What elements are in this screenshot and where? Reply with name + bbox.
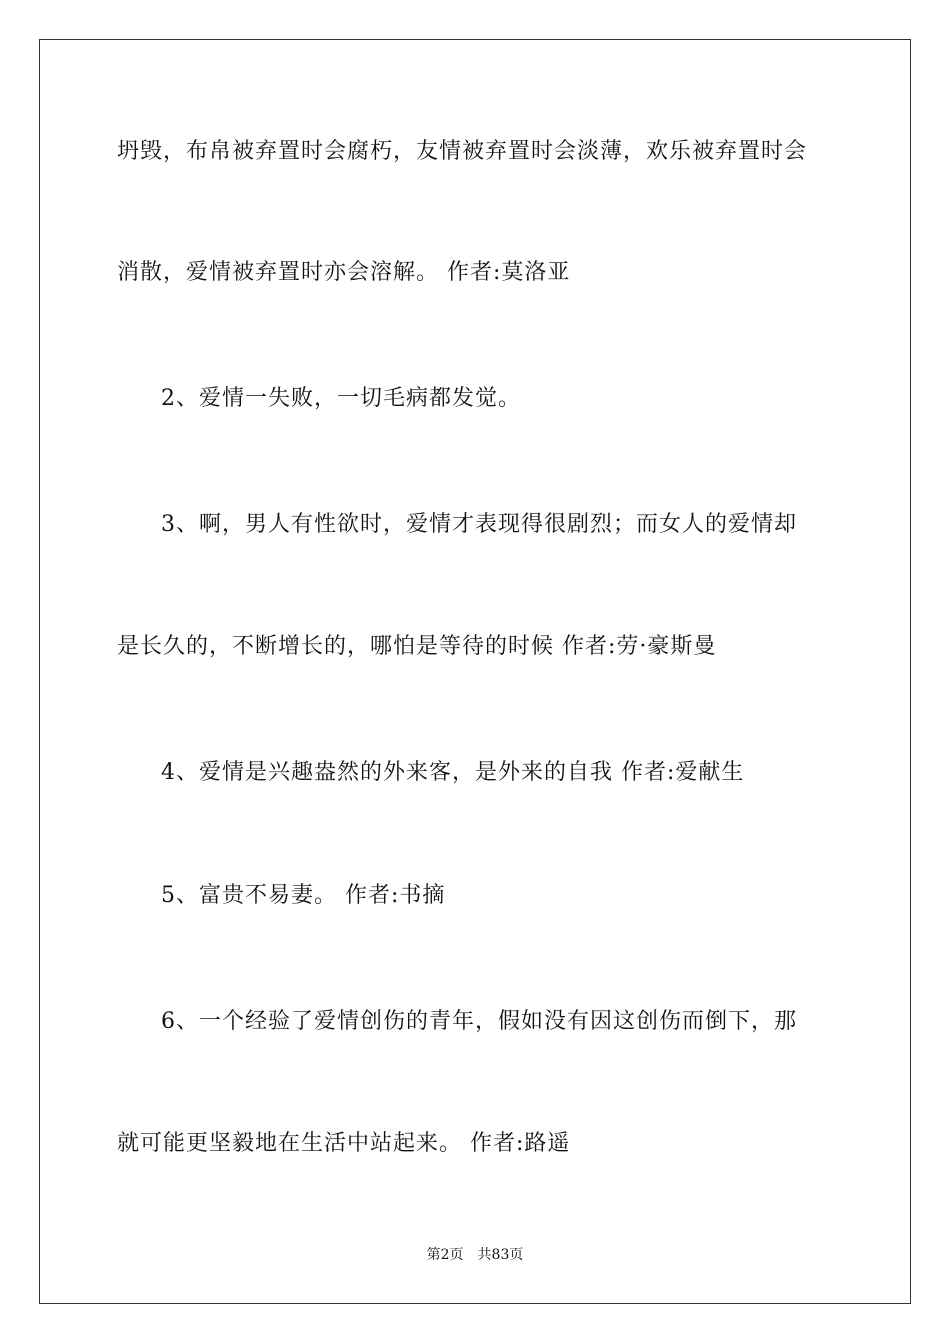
quote-6-line-2: 就可能更坚毅地在生活中站起来。 作者:路遥 bbox=[117, 1131, 571, 1156]
text-line-2: 消散，爱情被弃置时亦会溶解。 作者:莫洛亚 bbox=[117, 260, 571, 285]
quote-3-line-2: 是长久的，不断增长的，哪怕是等待的时候 作者:劳·豪斯曼 bbox=[117, 634, 717, 659]
quote-5: 5、富贵不易妻。 作者:书摘 bbox=[161, 883, 446, 908]
quote-2: 2、爱情一失败，一切毛病都发觉。 bbox=[161, 386, 521, 411]
text-line-1: 坍毁，布帛被弃置时会腐朽，友情被弃置时会淡薄，欢乐被弃置时会 bbox=[117, 139, 808, 164]
page-footer: 第2页 共83页 bbox=[426, 1247, 524, 1263]
quote-3-line-1: 3、啊，男人有性欲时，爱情才表现得很剧烈；而女人的爱情却 bbox=[161, 512, 797, 537]
quote-6-line-1: 6、一个经验了爱情创伤的青年，假如没有因这创伤而倒下，那 bbox=[161, 1009, 797, 1034]
quote-4: 4、爱情是兴趣盎然的外来客，是外来的自我 作者:爱献生 bbox=[161, 760, 745, 785]
page-border bbox=[39, 39, 911, 1304]
